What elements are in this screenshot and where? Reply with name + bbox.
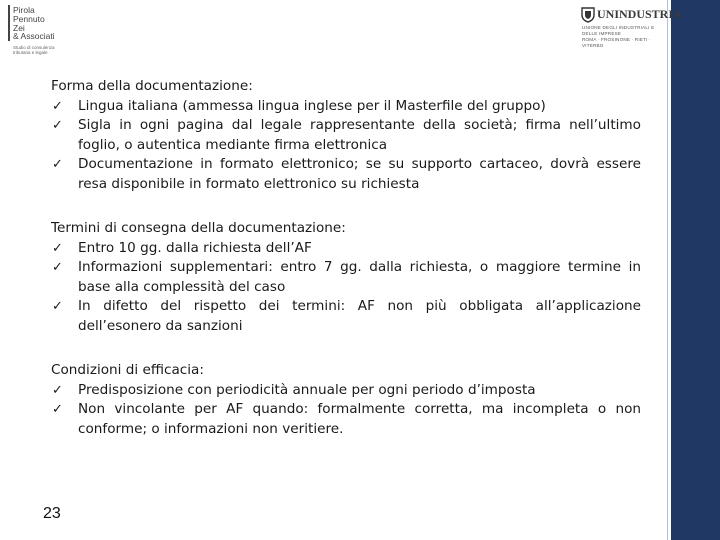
firm-tagline-line: tributaria e legale: [13, 50, 48, 55]
firm-logo: [8, 5, 68, 57]
unindustria-subtitle-line: ROMA · FROSINONE · RIETI · VITERBO: [582, 37, 651, 48]
checkmark-icon: ✓: [52, 98, 63, 114]
list-item-text: In difetto del rispetto dei termini: AF non più obbligata all’applicazione dell’esonero da sanzioni: [78, 298, 641, 334]
slide-content: [51, 77, 641, 464]
firm-name-line: & Associati: [13, 31, 55, 42]
firm-name-line: Pirola: [13, 5, 35, 15]
checkmark-icon: ✓: [52, 157, 63, 172]
section-condizioni: [51, 361, 641, 439]
list-item: [51, 400, 641, 439]
logo-bar: [8, 5, 10, 41]
list-item-text: Documentazione in formato elettronico; se su supporto cartaceo, dovrà essere resa disponibile in formato elettronico su richiesta: [78, 156, 641, 192]
list-item: [51, 381, 641, 401]
list-item: [51, 258, 641, 297]
checkmark-icon: ✓: [52, 118, 63, 133]
checkmark-icon: ✓: [52, 240, 63, 256]
list-item: [51, 116, 641, 155]
section-termini: [51, 219, 641, 336]
firm-name: [13, 6, 65, 41]
firm-name-line: Zei: [13, 22, 25, 33]
checkmark-icon: ✓: [52, 299, 63, 314]
list-item: [51, 155, 641, 194]
page-number: 23: [43, 505, 61, 522]
section-heading: Condizioni di efficacia:: [51, 362, 204, 378]
firm-tagline: [13, 45, 65, 55]
unindustria-brand: UNINDUSTRIA: [597, 7, 682, 21]
section-heading: Termini di consegna della documentazione:: [51, 220, 346, 236]
list-item: [51, 97, 641, 117]
checkmark-icon: ✓: [52, 260, 63, 275]
check-list: [51, 239, 641, 337]
side-bar: [671, 0, 720, 540]
check-list: [51, 381, 641, 440]
unindustria-subtitle-line: UNIONE DEGLI INDUSTRIALI E DELLE IMPRESE: [582, 25, 655, 36]
list-item: [51, 239, 641, 259]
list-item-text: Informazioni supplementari: entro 7 gg. dalla richiesta, o maggiore termine in base alla complessità del caso: [78, 259, 641, 295]
side-divider: [667, 0, 668, 540]
list-item-text: Lingua italiana (ammessa lingua inglese per il Masterfile del gruppo): [78, 97, 546, 114]
list-item-text: Sigla in ogni pagina dal legale rappresentante della società; firma nell’ultimo foglio, o autentica mediante firma elettronica: [78, 117, 641, 153]
checkmark-icon: ✓: [52, 402, 63, 417]
section-forma: [51, 77, 641, 194]
unindustria-logo: [580, 6, 682, 48]
firm-name-line: Pennuto: [13, 13, 45, 24]
firm-tagline-line: Studio di consulenza: [13, 45, 55, 50]
list-item-text: Entro 10 gg. dalla richiesta dell’AF: [78, 239, 312, 256]
section-heading: Forma della documentazione:: [51, 78, 253, 94]
checkmark-icon: ✓: [52, 382, 63, 398]
crest-icon: [580, 6, 596, 23]
list-item: [51, 297, 641, 336]
list-item-text: Predisposizione con periodicità annuale per ogni periodo d’imposta: [78, 381, 536, 398]
check-list: [51, 97, 641, 195]
list-item-text: Non vincolante per AF quando: formalmente corretta, ma incompleta o non conforme; o informazioni non veritiere.: [78, 401, 641, 437]
unindustria-subtitle: [582, 25, 668, 49]
